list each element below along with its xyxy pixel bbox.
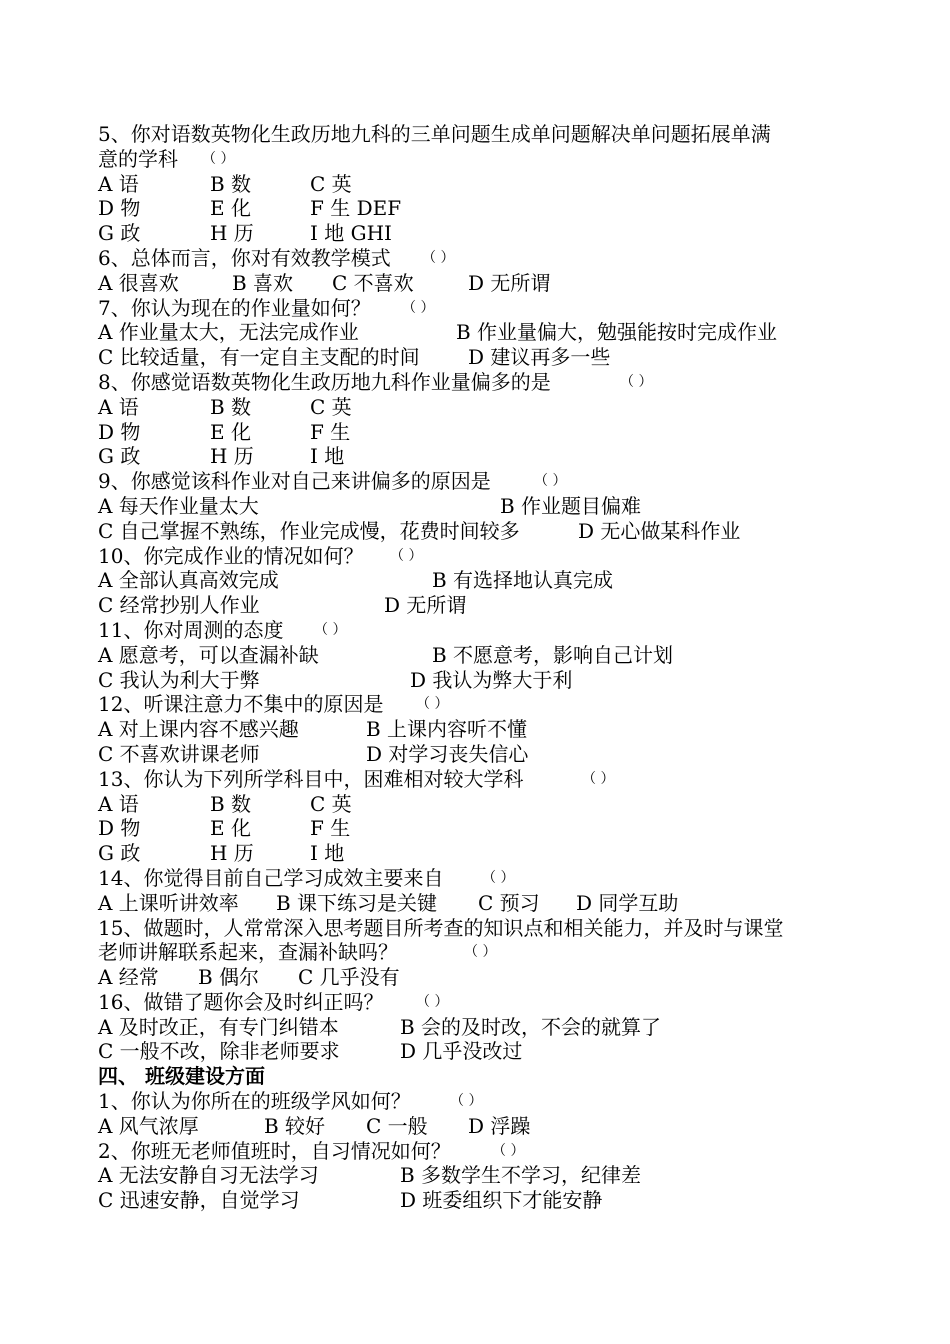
question-line bbox=[98, 1139, 858, 1164]
question-line bbox=[98, 568, 858, 593]
text-segment: 16、做错了题你会及时纠正吗？ bbox=[98, 989, 384, 1014]
text-segment: B 会的及时改，不会的就算了 bbox=[400, 1014, 662, 1039]
text-segment: 7、你认为现在的作业量如何？ bbox=[98, 295, 371, 320]
text-segment: C 一般 bbox=[366, 1113, 428, 1138]
text-segment: C 不喜欢 bbox=[332, 270, 414, 295]
question-line bbox=[98, 891, 858, 916]
answer-blank: （ ） bbox=[422, 249, 455, 266]
text-segment: B 作业题目偏难 bbox=[500, 493, 642, 518]
text-segment: B 课下练习是关键 bbox=[276, 890, 438, 915]
text-segment: I 地 bbox=[310, 841, 345, 866]
text-segment: 2、你班无老师值班时，自习情况如何？ bbox=[98, 1138, 451, 1163]
text-segment: A 风气浓厚 bbox=[98, 1113, 199, 1138]
question-line bbox=[98, 643, 858, 668]
text-segment: C 英 bbox=[310, 791, 352, 816]
text-segment: 14、你觉得目前自己学习成效主要来自 bbox=[98, 865, 444, 890]
question-line bbox=[98, 469, 858, 494]
text-segment: B 作业量偏大，勉强能按时完成作业 bbox=[456, 320, 778, 345]
question-line bbox=[98, 122, 858, 147]
text-segment: B 偶尔 bbox=[198, 965, 260, 990]
answer-blank: （ ） bbox=[416, 696, 449, 713]
text-segment: B 不愿意考，影响自己计划 bbox=[432, 642, 674, 667]
question-line bbox=[98, 668, 858, 693]
question-line bbox=[98, 1089, 858, 1114]
question-line bbox=[98, 1163, 858, 1188]
answer-blank: （ ） bbox=[482, 869, 515, 886]
question-line bbox=[98, 494, 858, 519]
text-segment: D 物 bbox=[98, 419, 141, 444]
question-line bbox=[98, 593, 858, 618]
text-segment: E 化 bbox=[210, 816, 251, 841]
text-segment: G 政 bbox=[98, 444, 141, 469]
text-segment: H 历 bbox=[210, 221, 254, 246]
question-line bbox=[98, 246, 858, 271]
text-segment: 12、听课注意力不集中的原因是 bbox=[98, 692, 384, 717]
question-line bbox=[98, 916, 858, 941]
answer-blank: （ ） bbox=[202, 150, 235, 167]
question-line bbox=[98, 196, 858, 221]
answer-blank: （ ） bbox=[390, 547, 423, 564]
answer-blank: （ ） bbox=[534, 473, 567, 490]
text-segment: D 建议再多一些 bbox=[468, 345, 611, 370]
text-segment: B 较好 bbox=[264, 1113, 326, 1138]
answer-blank: （ ） bbox=[314, 621, 347, 638]
question-line bbox=[98, 147, 858, 172]
answer-blank: （ ） bbox=[450, 1093, 483, 1110]
question-line bbox=[98, 544, 858, 569]
text-segment: 6、总体而言，你对有效教学模式 bbox=[98, 245, 391, 270]
text-segment: A 很喜欢 bbox=[98, 270, 179, 295]
text-segment: D 无所谓 bbox=[468, 270, 551, 295]
question-line bbox=[98, 742, 858, 767]
text-segment: A 语 bbox=[98, 394, 139, 419]
text-segment: D 无所谓 bbox=[384, 593, 467, 618]
question-line bbox=[98, 692, 858, 717]
text-segment: B 有选择地认真完成 bbox=[432, 568, 614, 593]
text-segment: C 比较适量，有一定自主支配的时间 bbox=[98, 345, 420, 370]
text-segment: D 对学习丧失信心 bbox=[366, 741, 529, 766]
text-segment: D 班委组织下才能安静 bbox=[400, 1188, 603, 1213]
text-segment: C 我认为利大于弊 bbox=[98, 667, 260, 692]
text-segment: E 化 bbox=[210, 196, 251, 221]
question-line bbox=[98, 370, 858, 395]
text-segment: B 数 bbox=[210, 171, 252, 196]
question-line bbox=[98, 519, 858, 544]
text-segment: B 多数学生不学习，纪律差 bbox=[400, 1163, 642, 1188]
text-segment: 意的学科 bbox=[98, 146, 178, 171]
text-segment: 10、你完成作业的情况如何？ bbox=[98, 543, 364, 568]
text-segment: F 生 DEF bbox=[310, 196, 402, 221]
text-segment: A 上课听讲效率 bbox=[98, 890, 239, 915]
answer-blank: （ ） bbox=[416, 993, 449, 1010]
question-line bbox=[98, 717, 858, 742]
text-segment: G 政 bbox=[98, 221, 141, 246]
text-segment: E 化 bbox=[210, 419, 251, 444]
answer-blank: （ ） bbox=[582, 770, 615, 787]
text-segment: A 每天作业量太大 bbox=[98, 493, 259, 518]
text-segment: D 物 bbox=[98, 196, 141, 221]
question-line bbox=[98, 296, 858, 321]
question-line bbox=[98, 221, 858, 246]
text-segment: C 经常抄别人作业 bbox=[98, 593, 260, 618]
question-line bbox=[98, 767, 858, 792]
question-line bbox=[98, 395, 858, 420]
text-segment: B 上课内容听不懂 bbox=[366, 717, 528, 742]
text-segment: A 语 bbox=[98, 791, 139, 816]
text-segment: A 经常 bbox=[98, 965, 159, 990]
text-segment: D 物 bbox=[98, 816, 141, 841]
question-line bbox=[98, 792, 858, 817]
text-segment: 11、你对周测的态度 bbox=[98, 617, 284, 642]
text-segment: B 喜欢 bbox=[232, 270, 294, 295]
question-line bbox=[98, 1015, 858, 1040]
text-segment: 13、你认为下列所学科目中，困难相对较大学科 bbox=[98, 766, 524, 791]
answer-blank: （ ） bbox=[620, 373, 653, 390]
question-line bbox=[98, 816, 858, 841]
question-line bbox=[98, 618, 858, 643]
text-segment: D 同学互助 bbox=[576, 890, 679, 915]
question-line bbox=[98, 990, 858, 1015]
question-line bbox=[98, 965, 858, 990]
text-segment: A 对上课内容不感兴趣 bbox=[98, 717, 299, 742]
question-line bbox=[98, 841, 858, 866]
answer-blank: （ ） bbox=[492, 1142, 525, 1159]
question-line bbox=[98, 172, 858, 197]
text-segment: A 愿意考，可以查漏补缺 bbox=[98, 642, 319, 667]
text-segment: H 历 bbox=[210, 841, 254, 866]
text-segment: 1、你认为你所在的班级学风如何？ bbox=[98, 1089, 411, 1114]
question-line bbox=[98, 345, 858, 370]
text-segment: D 几乎没改过 bbox=[400, 1039, 523, 1064]
question-line bbox=[98, 420, 858, 445]
text-segment: A 作业量太大，无法完成作业 bbox=[98, 320, 359, 345]
text-segment: B 数 bbox=[210, 394, 252, 419]
document-page bbox=[98, 122, 858, 1213]
question-line bbox=[98, 1039, 858, 1064]
question-line bbox=[98, 1114, 858, 1139]
text-segment: C 自己掌握不熟练，作业完成慢，花费时间较多 bbox=[98, 518, 520, 543]
text-segment: F 生 bbox=[310, 816, 351, 841]
text-segment: C 预习 bbox=[478, 890, 540, 915]
question-line bbox=[98, 444, 858, 469]
text-segment: I 地 GHI bbox=[310, 221, 392, 246]
text-segment: A 无法安静自习无法学习 bbox=[98, 1163, 319, 1188]
text-segment: D 我认为弊大于利 bbox=[410, 667, 573, 692]
text-segment: A 语 bbox=[98, 171, 139, 196]
question-line bbox=[98, 1188, 858, 1213]
text-segment: C 几乎没有 bbox=[298, 965, 400, 990]
text-segment: D 浮躁 bbox=[468, 1113, 531, 1138]
text-segment: C 迅速安静，自觉学习 bbox=[98, 1188, 300, 1213]
text-segment: C 不喜欢讲课老师 bbox=[98, 741, 260, 766]
text-segment: D 无心做某科作业 bbox=[578, 518, 741, 543]
text-segment: 四、 班级建设方面 bbox=[98, 1064, 265, 1089]
text-segment: 5、你对语数英物化生政历地九科的三单问题生成单问题解决单问题拓展单满 bbox=[98, 122, 771, 146]
text-segment: C 英 bbox=[310, 171, 352, 196]
text-segment: C 英 bbox=[310, 394, 352, 419]
text-segment: G 政 bbox=[98, 841, 141, 866]
text-segment: F 生 bbox=[310, 419, 351, 444]
text-segment: A 及时改正，有专门纠错本 bbox=[98, 1014, 339, 1039]
section-heading bbox=[98, 1064, 858, 1089]
answer-blank: （ ） bbox=[464, 944, 497, 961]
text-segment: 8、你感觉语数英物化生政历地九科作业量偏多的是 bbox=[98, 369, 551, 394]
text-segment: 15、做题时，人常常深入思考题目所考查的知识点和相关能力，并及时与课堂 bbox=[98, 915, 784, 940]
question-line bbox=[98, 271, 858, 296]
question-line bbox=[98, 866, 858, 891]
text-segment: 老师讲解联系起来，查漏补缺吗？ bbox=[98, 940, 398, 965]
question-line bbox=[98, 940, 858, 965]
text-segment: 9、你感觉该科作业对自己来讲偏多的原因是 bbox=[98, 469, 491, 494]
text-segment: B 数 bbox=[210, 791, 252, 816]
answer-blank: （ ） bbox=[402, 299, 435, 316]
text-segment: C 一般不改，除非老师要求 bbox=[98, 1039, 340, 1064]
text-segment: A 全部认真高效完成 bbox=[98, 568, 279, 593]
question-line bbox=[98, 320, 858, 345]
text-segment: H 历 bbox=[210, 444, 254, 469]
text-segment: I 地 bbox=[310, 444, 345, 469]
